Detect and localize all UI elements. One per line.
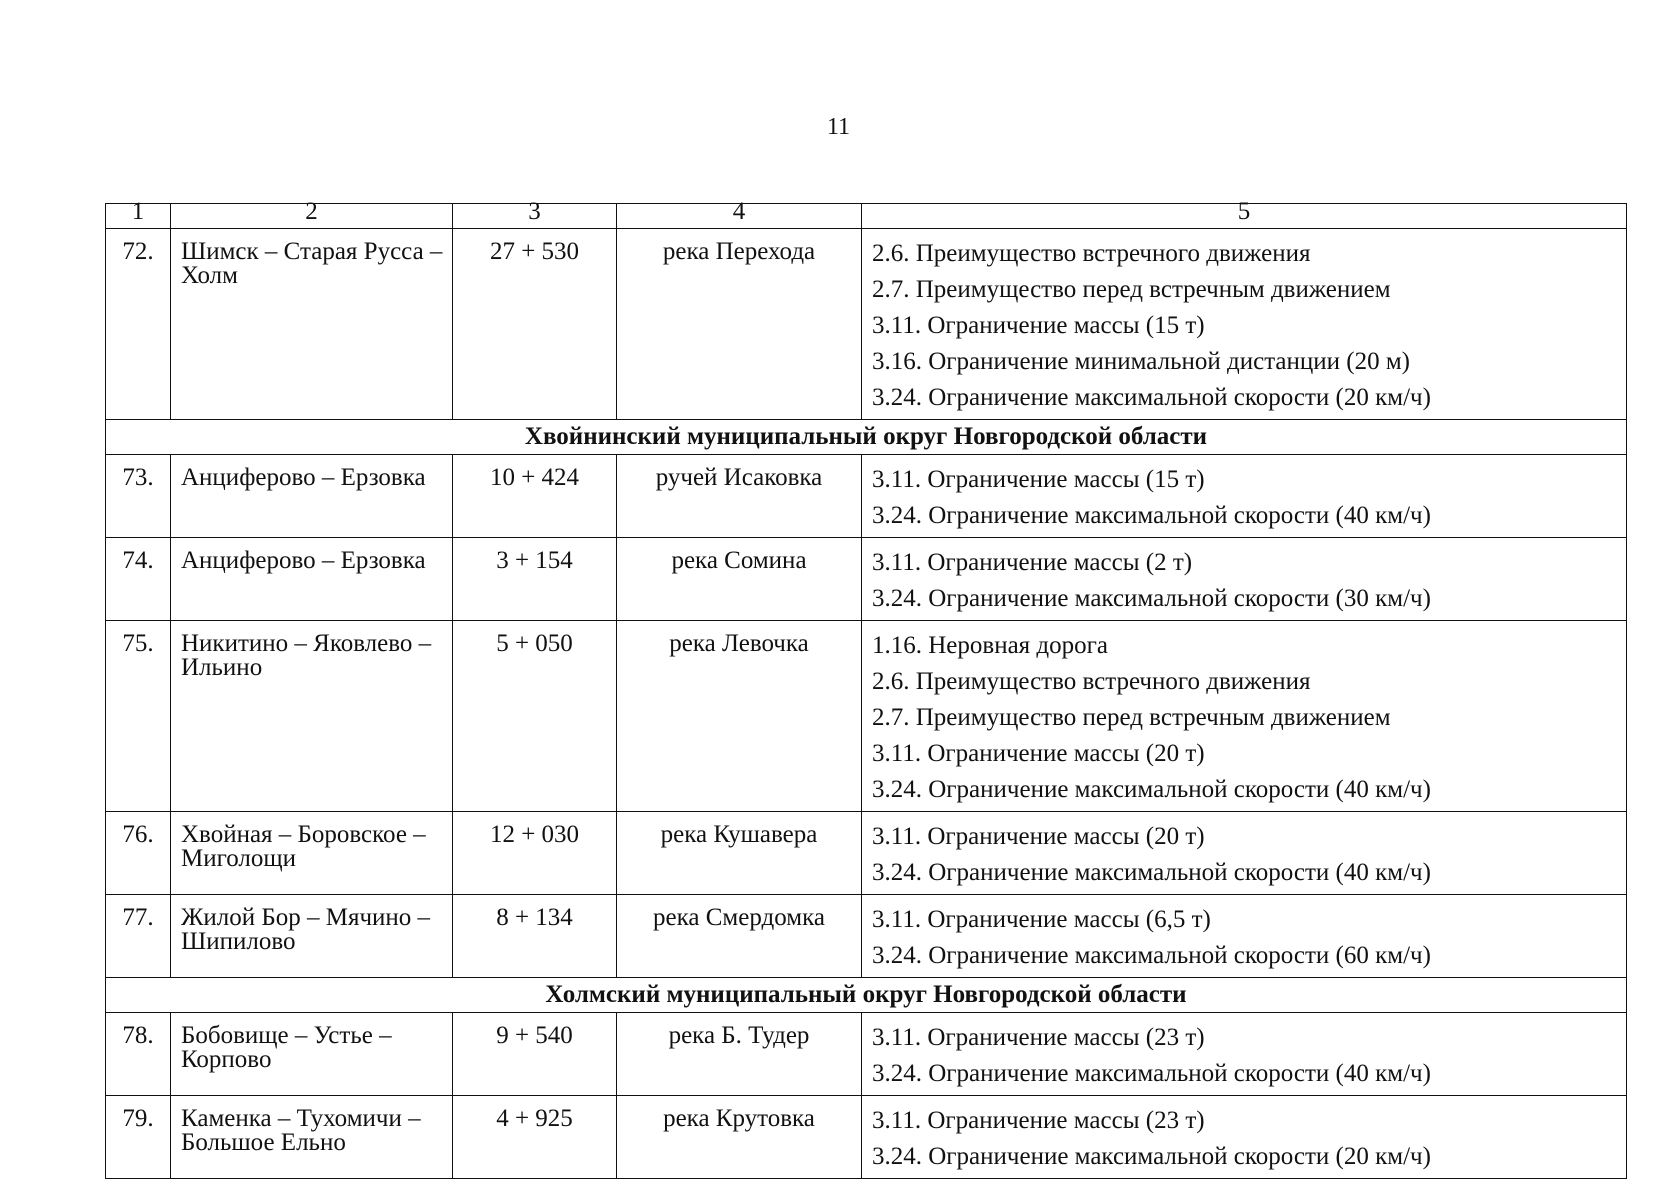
column-number-row xyxy=(106,204,1627,229)
road-name: Шимск – Старая Русса – Холм xyxy=(171,229,453,420)
road-km: 12 + 030 xyxy=(453,812,617,895)
section-header-row xyxy=(106,978,1627,1013)
sign-item: 3.24. Ограничение максимальной скорости (40 км/ч) xyxy=(872,859,1431,886)
table-row xyxy=(106,1013,1627,1096)
row-number: 76. xyxy=(106,812,171,895)
row-number: 77. xyxy=(106,895,171,978)
sign-item: 3.11. Ограничение массы (20 т) xyxy=(872,740,1205,767)
table-row xyxy=(106,455,1627,538)
table-row xyxy=(106,895,1627,978)
sign-item: 3.11. Ограничение массы (15 т) xyxy=(872,312,1205,339)
road-signs-table xyxy=(105,198,1627,1179)
road-km: 5 + 050 xyxy=(453,621,617,812)
sign-item: 3.24. Ограничение максимальной скорости (60 км/ч) xyxy=(872,942,1431,969)
road-signs xyxy=(862,455,1627,538)
road-signs xyxy=(862,1096,1627,1179)
sign-item: 2.7. Преимущество перед встречным движением xyxy=(872,276,1391,303)
column-number: 3 xyxy=(453,204,617,229)
water-object: река Кушавера xyxy=(617,812,862,895)
road-signs xyxy=(862,538,1627,621)
sign-item: 3.11. Ограничение массы (2 т) xyxy=(872,549,1193,576)
sign-item: 3.24. Ограничение максимальной скорости (20 км/ч) xyxy=(872,1143,1431,1170)
sign-item: 2.7. Преимущество перед встречным движением xyxy=(872,704,1391,731)
sign-item: 3.11. Ограничение массы (23 т) xyxy=(872,1107,1205,1134)
sign-item: 3.24. Ограничение максимальной скорости (20 км/ч) xyxy=(872,384,1431,411)
road-km: 8 + 134 xyxy=(453,895,617,978)
road-name: Каменка – Тухомичи – Большое Ельно xyxy=(171,1096,453,1179)
section-title: Хвойнинский муниципальный округ Новгородской области xyxy=(106,420,1627,455)
water-object: река Смердомка xyxy=(617,895,862,978)
road-signs xyxy=(862,229,1627,420)
page-number: 11 xyxy=(826,114,851,140)
section-header-row xyxy=(106,420,1627,455)
sign-item: 3.24. Ограничение максимальной скорости (30 км/ч) xyxy=(872,585,1431,612)
sign-item: 1.16. Неровная дорога xyxy=(872,632,1108,659)
water-object: река Б. Тудер xyxy=(617,1013,862,1096)
sign-item: 3.16. Ограничение минимальной дистанции (20 м) xyxy=(872,348,1411,375)
row-number: 78. xyxy=(106,1013,171,1096)
road-km: 3 + 154 xyxy=(453,538,617,621)
road-km: 9 + 540 xyxy=(453,1013,617,1096)
sign-item: 2.6. Преимущество встречного движения xyxy=(872,668,1311,695)
road-signs xyxy=(862,621,1627,812)
row-number: 75. xyxy=(106,621,171,812)
water-object: река Перехода xyxy=(617,229,862,420)
sign-item: 3.11. Ограничение массы (6,5 т) xyxy=(872,906,1211,933)
road-name: Жилой Бор – Мячино – Шипилово xyxy=(171,895,453,978)
road-signs xyxy=(862,1013,1627,1096)
section-title: Холмский муниципальный округ Новгородской области xyxy=(106,978,1627,1013)
table-row xyxy=(106,1096,1627,1179)
row-number: 73. xyxy=(106,455,171,538)
table-row xyxy=(106,538,1627,621)
road-signs xyxy=(862,895,1627,978)
road-name: Бобовище – Устье – Корпово xyxy=(171,1013,453,1096)
column-number: 4 xyxy=(617,204,862,229)
sign-item: 2.6. Преимущество встречного движения xyxy=(872,240,1311,267)
road-name: Анциферово – Ерзовка xyxy=(171,538,453,621)
sign-item: 3.24. Ограничение максимальной скорости (40 км/ч) xyxy=(872,502,1431,529)
water-object: река Сомина xyxy=(617,538,862,621)
road-km: 10 + 424 xyxy=(453,455,617,538)
sign-item: 3.24. Ограничение максимальной скорости (40 км/ч) xyxy=(872,1060,1431,1087)
row-number: 79. xyxy=(106,1096,171,1179)
water-object: ручей Исаковка xyxy=(617,455,862,538)
road-signs xyxy=(862,812,1627,895)
row-number: 72. xyxy=(106,229,171,420)
road-name: Хвойная – Боровское – Миголощи xyxy=(171,812,453,895)
road-name: Анциферово – Ерзовка xyxy=(171,455,453,538)
column-number: 5 xyxy=(862,204,1627,229)
table-row xyxy=(106,812,1627,895)
row-number: 74. xyxy=(106,538,171,621)
sign-item: 3.24. Ограничение максимальной скорости (40 км/ч) xyxy=(872,776,1431,803)
column-number: 2 xyxy=(171,204,453,229)
table-body xyxy=(106,198,1627,1179)
water-object: река Крутовка xyxy=(617,1096,862,1179)
column-number: 1 xyxy=(106,204,171,229)
sign-item: 3.11. Ограничение массы (15 т) xyxy=(872,466,1205,493)
road-name: Никитино – Яковлево – Ильино xyxy=(171,621,453,812)
sign-item: 3.11. Ограничение массы (23 т) xyxy=(872,1024,1205,1051)
table-row xyxy=(106,229,1627,420)
sign-item: 3.11. Ограничение массы (20 т) xyxy=(872,823,1205,850)
water-object: река Левочка xyxy=(617,621,862,812)
table-row xyxy=(106,621,1627,812)
road-km: 27 + 530 xyxy=(453,229,617,420)
road-km: 4 + 925 xyxy=(453,1096,617,1179)
